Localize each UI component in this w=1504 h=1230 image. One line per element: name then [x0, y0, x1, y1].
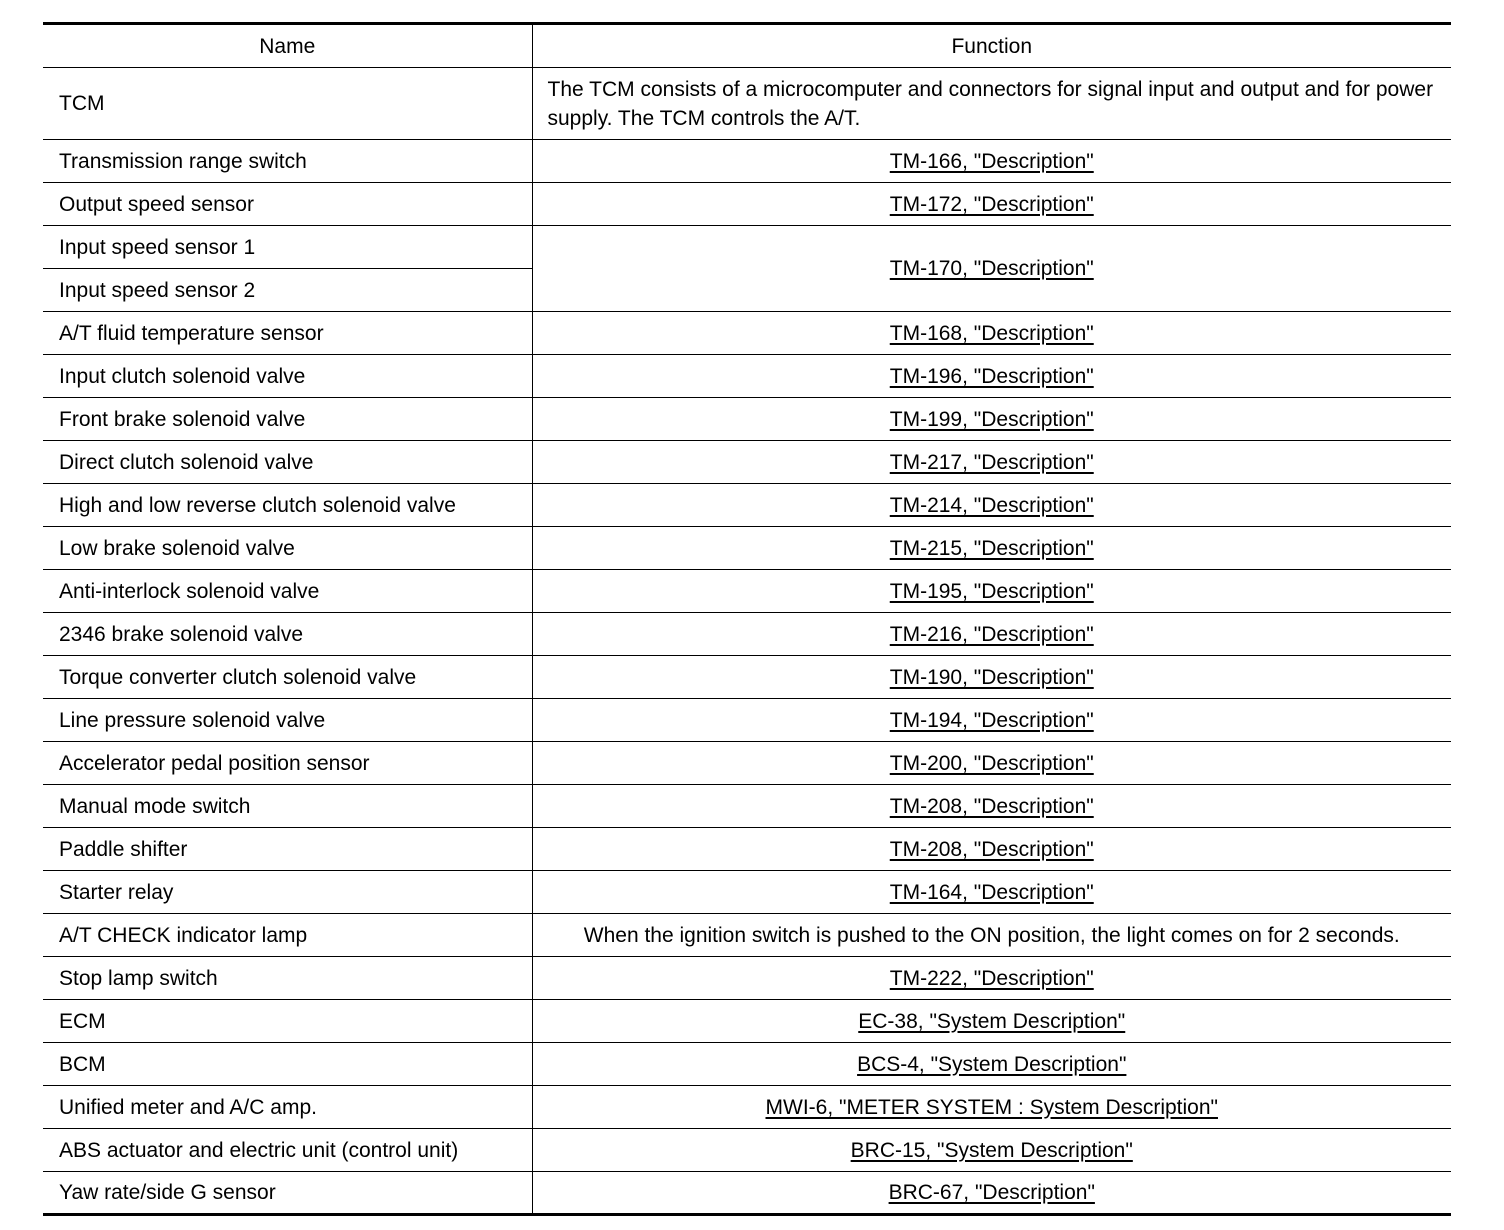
component-name: Manual mode switch [43, 785, 532, 828]
component-name: Unified meter and A/C amp. [43, 1086, 532, 1129]
table-row-tcm [43, 68, 1451, 140]
reference-link[interactable]: BRC-15, "System Description" [850, 1138, 1133, 1162]
component-name: ABS actuator and electric unit (control unit) [43, 1129, 532, 1172]
table-row [43, 312, 1451, 355]
component-name: Low brake solenoid valve [43, 527, 532, 570]
reference-link[interactable]: TM-195, "Description" [889, 579, 1094, 603]
reference-link[interactable]: MWI-6, "METER SYSTEM : System Description" [765, 1095, 1218, 1119]
reference-link[interactable]: TM-208, "Description" [889, 794, 1094, 818]
component-name: Input speed sensor 1 [43, 226, 532, 269]
table-row [43, 441, 1451, 484]
header-name: Name [43, 24, 532, 68]
component-name: Input speed sensor 2 [43, 269, 532, 312]
component-name: A/T fluid temperature sensor [43, 312, 532, 355]
reference-link[interactable]: TM-196, "Description" [889, 364, 1094, 388]
reference-link[interactable]: TM-168, "Description" [889, 321, 1094, 345]
reference-link[interactable]: TM-216, "Description" [889, 622, 1094, 646]
component-function-table [43, 22, 1451, 1216]
component-name: Anti-interlock solenoid valve [43, 570, 532, 613]
reference-link[interactable]: TM-217, "Description" [889, 450, 1094, 474]
reference-link[interactable]: TM-194, "Description" [889, 708, 1094, 732]
reference-link[interactable]: BCS-4, "System Description" [857, 1052, 1127, 1076]
component-name: Starter relay [43, 871, 532, 914]
reference-link[interactable]: EC-38, "System Description" [858, 1009, 1126, 1033]
table-row [43, 484, 1451, 527]
reference-link[interactable]: BRC-67, "Description" [888, 1181, 1095, 1204]
reference-link[interactable]: TM-215, "Description" [889, 536, 1094, 560]
component-name: Torque converter clutch solenoid valve [43, 656, 532, 699]
table-row [43, 871, 1451, 914]
component-name: High and low reverse clutch solenoid valve [43, 484, 532, 527]
component-name: Accelerator pedal position sensor [43, 742, 532, 785]
table-row [43, 355, 1451, 398]
table-row [43, 828, 1451, 871]
header-row [43, 24, 1451, 68]
component-name: Yaw rate/side G sensor [43, 1172, 532, 1215]
table-row [43, 527, 1451, 570]
table-row [43, 656, 1451, 699]
reference-link[interactable]: TM-170, "Description" [889, 257, 1094, 280]
reference-link[interactable]: TM-214, "Description" [889, 493, 1094, 517]
component-name: 2346 brake solenoid valve [43, 613, 532, 656]
component-name: Input clutch solenoid valve [43, 355, 532, 398]
component-name: Output speed sensor [43, 183, 532, 226]
table-row [43, 699, 1451, 742]
header-function: Function [532, 24, 1451, 68]
component-name: Stop lamp switch [43, 957, 532, 1000]
reference-link[interactable]: TM-172, "Description" [889, 192, 1094, 216]
component-name: A/T CHECK indicator lamp [43, 914, 532, 957]
reference-link[interactable]: TM-208, "Description" [889, 837, 1094, 861]
table-row [43, 1000, 1451, 1043]
component-name: Direct clutch solenoid valve [43, 441, 532, 484]
component-name: Line pressure solenoid valve [43, 699, 532, 742]
component-name: TCM [43, 68, 532, 140]
table-row [43, 183, 1451, 226]
table-row [43, 914, 1451, 957]
table-row [43, 1129, 1451, 1172]
component-name: Paddle shifter [43, 828, 532, 871]
table-row [43, 570, 1451, 613]
component-name: ECM [43, 1000, 532, 1043]
reference-link[interactable]: TM-222, "Description" [889, 966, 1094, 990]
reference-link[interactable]: TM-164, "Description" [889, 880, 1094, 904]
component-name: Front brake solenoid valve [43, 398, 532, 441]
table-row [43, 613, 1451, 656]
reference-link[interactable]: TM-200, "Description" [889, 751, 1094, 775]
function-description: When the ignition switch is pushed to the ON position, the light comes on for 2 seconds. [532, 914, 1451, 957]
component-name: BCM [43, 1043, 532, 1086]
table-row [43, 785, 1451, 828]
reference-link[interactable]: TM-166, "Description" [889, 149, 1094, 173]
table-row [43, 1172, 1451, 1215]
table-row [43, 742, 1451, 785]
table-row [43, 226, 1451, 269]
table-row [43, 1043, 1451, 1086]
table-row [43, 957, 1451, 1000]
table-row [43, 1086, 1451, 1129]
table-row [43, 140, 1451, 183]
function-description: The TCM consists of a microcomputer and connectors for signal input and output and for power supply. The TCM controls the A/T. [532, 68, 1451, 140]
reference-link[interactable]: TM-199, "Description" [889, 407, 1094, 431]
table-row [43, 398, 1451, 441]
component-name: Transmission range switch [43, 140, 532, 183]
reference-link[interactable]: TM-190, "Description" [889, 665, 1094, 689]
